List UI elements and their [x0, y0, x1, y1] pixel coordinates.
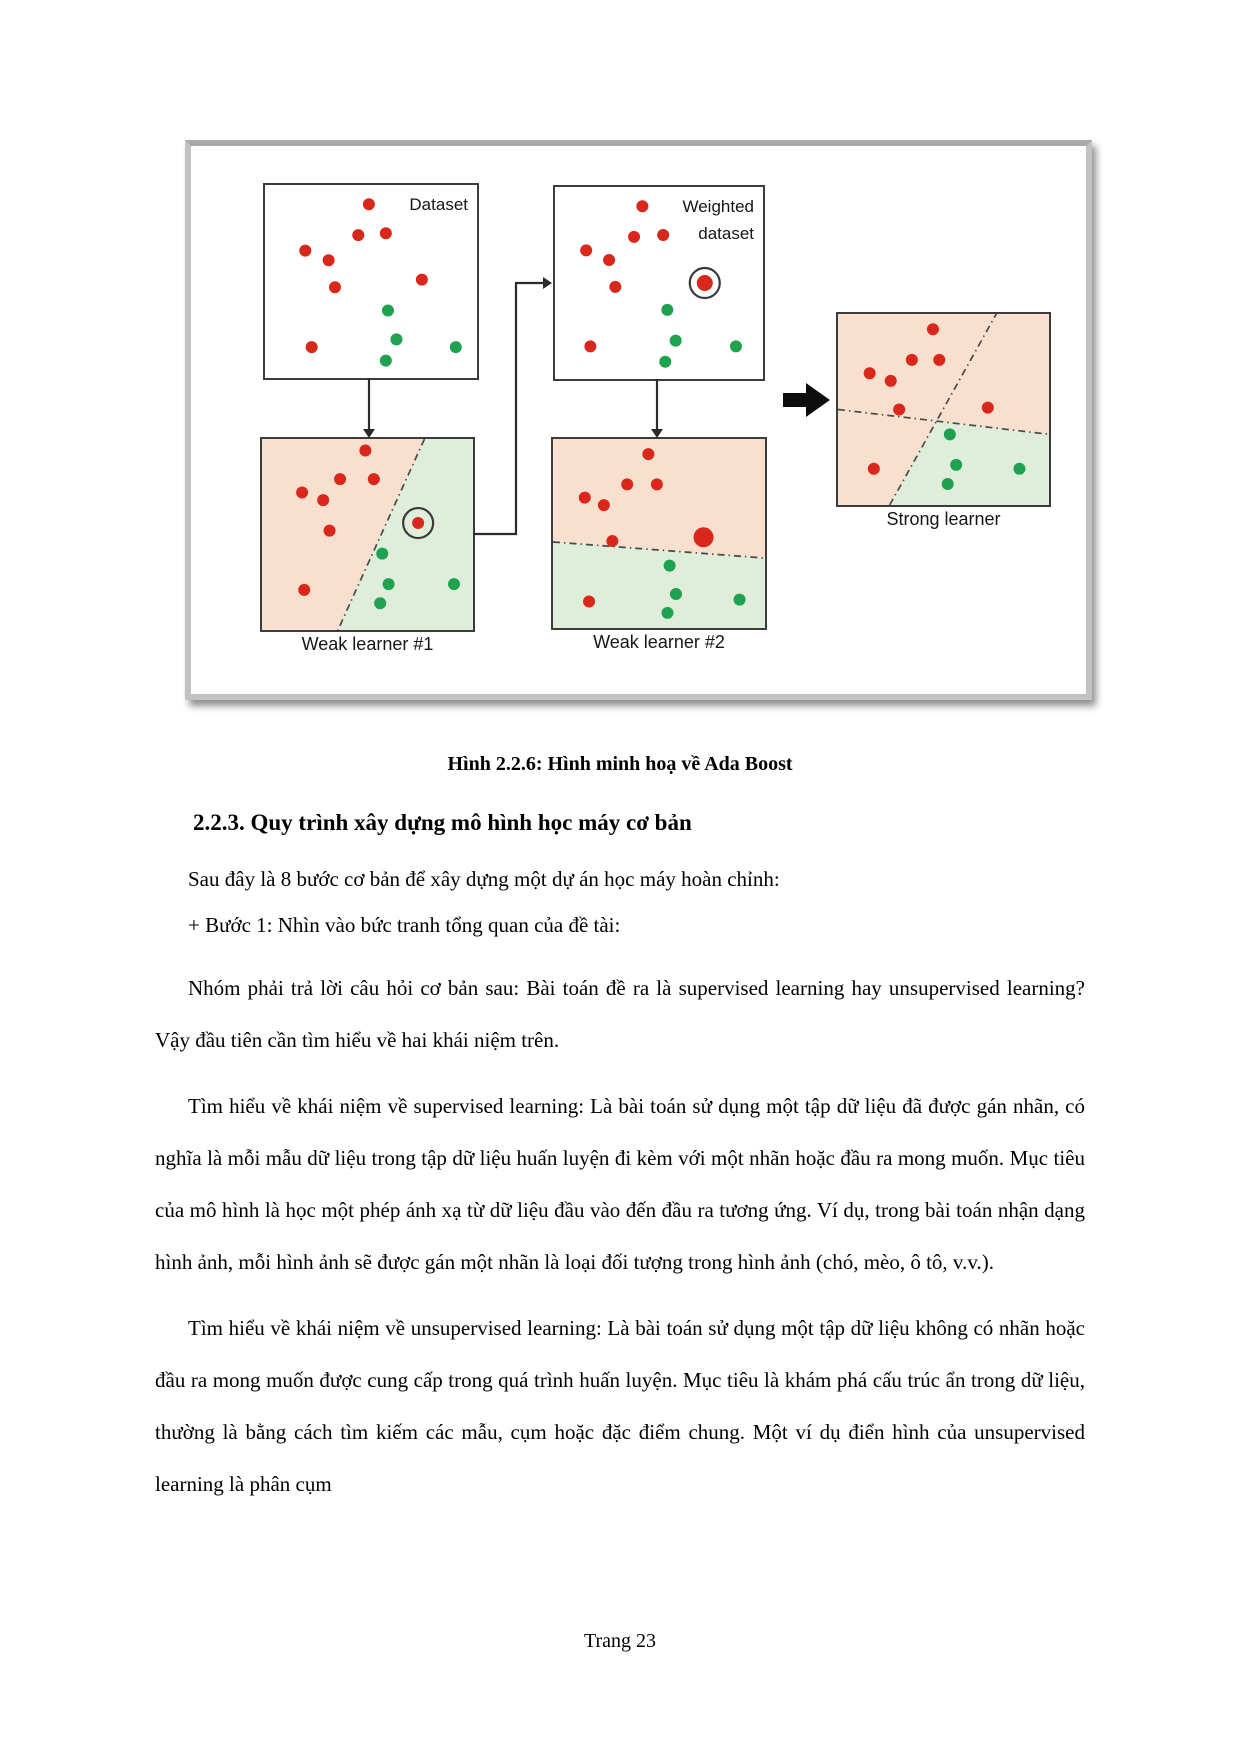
red-data-dot: [694, 527, 714, 547]
dataset-box: [263, 183, 479, 380]
red-data-dot: [363, 198, 375, 210]
green-data-dot: [944, 428, 956, 440]
weak-learner-2-box: [551, 437, 767, 630]
red-data-dot: [606, 535, 618, 547]
red-data-dot: [864, 367, 876, 379]
dataset-label: Dataset: [409, 195, 468, 214]
green-data-dot: [383, 578, 395, 590]
green-data-dot: [380, 355, 392, 367]
green-data-dot: [450, 341, 462, 353]
green-data-dot: [448, 578, 460, 590]
red-data-dot: [651, 478, 663, 490]
green-data-dot: [670, 335, 682, 347]
weighted-label-line1: Weighted: [682, 197, 754, 216]
strong-learner-box: [836, 312, 1051, 507]
green-data-dot: [390, 333, 402, 345]
red-data-dot: [906, 354, 918, 366]
strong-learner-caption: Strong learner: [886, 509, 1001, 529]
green-data-dot: [734, 594, 746, 606]
red-data-dot: [359, 444, 371, 456]
red-data-dot: [583, 596, 595, 608]
weighted-label-line2: dataset: [698, 224, 754, 243]
red-data-dot: [868, 463, 880, 475]
red-data-dot: [380, 227, 392, 239]
weighted-dataset-box: [553, 185, 765, 381]
red-data-dot: [579, 492, 591, 504]
green-data-dot: [374, 597, 386, 609]
red-data-dot: [885, 375, 897, 387]
weighted-dataset-label: [682, 193, 754, 247]
red-data-dot: [416, 274, 428, 286]
green-data-dot: [950, 459, 962, 471]
page-number: Trang 23: [583, 1630, 657, 1652]
body-text: [155, 856, 1085, 1510]
red-data-dot: [296, 486, 308, 498]
paragraph-intro: Sau đây là 8 bước cơ bản để xây dựng một dự án học máy hoàn chỉnh:: [188, 867, 780, 891]
arrowhead-right-icon: [543, 277, 552, 289]
red-data-dot: [893, 404, 905, 416]
figure-caption: Hình 2.2.6: Hình minh hoạ về Ada Boost: [447, 753, 793, 775]
green-data-dot: [661, 607, 673, 619]
weak-learner-1-caption: Weak learner #1: [301, 634, 434, 654]
red-data-dot: [334, 473, 346, 485]
red-data-dot: [642, 448, 654, 460]
red-data-dot: [636, 200, 648, 212]
red-data-dot: [621, 478, 633, 490]
red-data-dot: [298, 584, 310, 596]
paragraph-unsupervised: Tìm hiểu về khái niệm về unsupervised learning: Là bài toán sử dụng một tập dữ liệu không có nhãn hoặc đầu ra mong muốn được cung cấp trong quá trình huấn luyện. Mục tiêu là khám phá cấu trúc ẩn trong dữ liệu, thường là bằng cách tìm kiếm các mẫu, cụm hoặc đặc điểm chung. Một ví dụ điển hình của unsupervised learning là phân cụm: [155, 1316, 1085, 1496]
green-data-dot: [661, 304, 673, 316]
paragraph-supervised: Tìm hiểu về khái niệm về supervised learning: Là bài toán sử dụng một tập dữ liệu đã được gán nhãn, có nghĩa là mỗi mẫu dữ liệu trong tập dữ liệu huấn luyện đi kèm với một nhãn hoặc đầu ra mong muốn. Mục tiêu của mô hình là học một phép ánh xạ từ dữ liệu đầu vào đến đầu ra tương ứng. Ví dụ, trong bài toán nhận dạng hình ảnh, mỗi hình ảnh sẽ được gán một nhãn là loại đối tượng trong hình ảnh (chó, mèo, ô tô, v.v.).: [155, 1094, 1085, 1274]
weak1-plot: [262, 439, 473, 630]
red-data-dot: [324, 525, 336, 537]
green-data-dot: [659, 356, 671, 368]
red-data-dot: [933, 354, 945, 366]
section-heading: 2.2.3. Quy trình xây dựng mô hình học máy cơ bản: [193, 810, 692, 835]
red-data-dot: [603, 254, 615, 266]
red-data-dot: [628, 231, 640, 243]
green-data-dot: [1013, 463, 1025, 475]
red-data-dot: [412, 517, 424, 529]
red-data-dot: [580, 244, 592, 256]
red-data-dot: [657, 229, 669, 241]
green-data-dot: [664, 560, 676, 572]
red-data-dot: [368, 473, 380, 485]
red-data-dot: [329, 281, 341, 293]
bold-right-arrow-icon: [783, 383, 830, 417]
red-data-dot: [352, 229, 364, 241]
red-data-dot: [323, 254, 335, 266]
weak-learner-2-caption: Weak learner #2: [593, 632, 725, 652]
red-data-dot: [598, 499, 610, 511]
red-data-dot: [982, 402, 994, 414]
red-data-dot: [697, 275, 713, 291]
arrow-weak1-to-weighted: [473, 283, 544, 534]
green-data-dot: [670, 588, 682, 600]
strong-plot: [838, 314, 1049, 505]
red-data-dot: [306, 341, 318, 353]
weak-learner-1-box: [260, 437, 475, 632]
red-data-dot: [584, 340, 596, 352]
green-data-dot: [376, 548, 388, 560]
figure-panel: [185, 140, 1092, 700]
red-data-dot: [299, 245, 311, 257]
red-data-dot: [609, 281, 621, 293]
green-data-dot: [730, 340, 742, 352]
red-data-dot: [927, 323, 939, 335]
red-data-dot: [317, 494, 329, 506]
paragraph-question: Nhóm phải trả lời câu hỏi cơ bản sau: Bài toán đề ra là supervised learning hay unsupervised learning? Vậy đầu tiên cần tìm hiểu về hai khái niệm trên.: [155, 976, 1085, 1052]
green-data-dot: [942, 478, 954, 490]
paragraph-step1: + Bước 1: Nhìn vào bức tranh tổng quan của đề tài:: [188, 913, 621, 937]
green-data-dot: [382, 304, 394, 316]
weak2-plot: [553, 439, 765, 628]
